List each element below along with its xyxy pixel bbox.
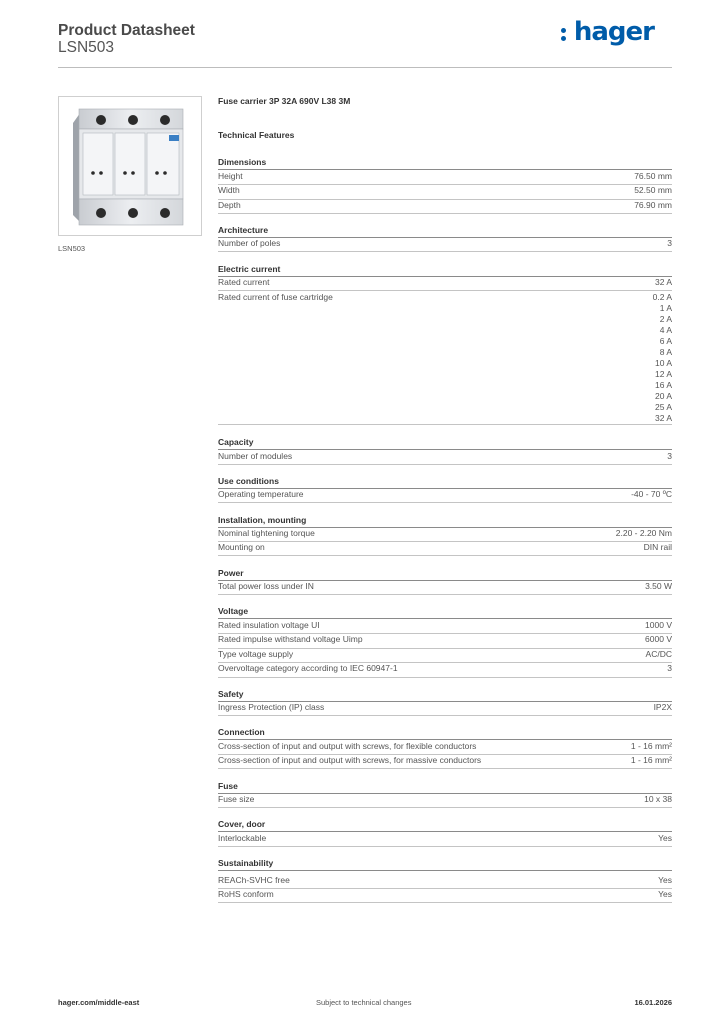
spec-label: Mounting on bbox=[218, 542, 265, 552]
spec-value: 3 bbox=[667, 238, 672, 248]
spec-value: 10 A bbox=[654, 358, 672, 368]
spec-value: 2.20 - 2.20 Nm bbox=[615, 528, 672, 538]
spec-value-list bbox=[653, 292, 672, 424]
product-code: LSN503 bbox=[58, 39, 115, 56]
section-cover-door: Cover, door bbox=[218, 818, 672, 832]
footer-date: 16.01.2026 bbox=[634, 998, 672, 1007]
logo-text: hager bbox=[573, 17, 654, 47]
spec-value: 1000 V bbox=[645, 620, 672, 630]
section-connection: Connection bbox=[218, 726, 672, 740]
spec-label: Overvoltage category according to IEC 60947-1 bbox=[218, 663, 398, 673]
spec-value: 1 - 16 mm² bbox=[630, 755, 672, 765]
spec-label: Height bbox=[218, 171, 243, 181]
logo-dots-icon bbox=[559, 18, 573, 46]
spec-label: Cross-section of input and output with screws, for massive conductors bbox=[218, 755, 482, 765]
spec-value: 1 - 16 mm² bbox=[630, 741, 672, 751]
spec-value: 76.90 mm bbox=[634, 200, 672, 210]
spec-label: REACh-SVHC free bbox=[218, 875, 290, 885]
spec-row bbox=[218, 620, 672, 634]
spec-row bbox=[218, 277, 672, 291]
spec-value: 3.50 W bbox=[645, 581, 672, 591]
spec-label: Interlockable bbox=[218, 833, 267, 843]
section-capacity: Capacity bbox=[218, 436, 672, 450]
page-title: Product Datasheet bbox=[58, 22, 195, 39]
spec-value: 6 A bbox=[659, 336, 672, 346]
section-architecture: Architecture bbox=[218, 224, 672, 238]
spec-row bbox=[218, 702, 672, 716]
spec-value: 6000 V bbox=[645, 634, 672, 644]
section-dimensions: Dimensions bbox=[218, 156, 672, 170]
features-heading: Technical Features bbox=[218, 130, 295, 140]
spec-row bbox=[218, 200, 672, 214]
section-electric-current: Electric current bbox=[218, 263, 672, 277]
spec-label: Operating temperature bbox=[218, 489, 304, 499]
spec-row bbox=[218, 185, 672, 200]
spec-value: DIN rail bbox=[643, 542, 672, 552]
section-voltage: Voltage bbox=[218, 605, 672, 619]
spec-label: Nominal tightening torque bbox=[218, 528, 315, 538]
spec-value: 3 bbox=[667, 663, 672, 673]
spec-label: Rated insulation voltage UI bbox=[218, 620, 320, 630]
product-image bbox=[58, 96, 202, 236]
section-safety: Safety bbox=[218, 688, 672, 702]
spec-label: Rated current of fuse cartridge bbox=[218, 292, 333, 302]
spec-row bbox=[218, 238, 672, 252]
hager-logo bbox=[559, 18, 654, 46]
spec-value: 25 A bbox=[654, 402, 672, 412]
spec-row bbox=[218, 581, 672, 595]
fuse-carrier-icon bbox=[69, 103, 187, 231]
spec-row bbox=[218, 794, 672, 808]
spec-row bbox=[218, 649, 672, 663]
spec-label: Depth bbox=[218, 200, 241, 210]
spec-label: Rated current bbox=[218, 277, 270, 287]
footer-website-link[interactable]: hager.com/middle-east bbox=[58, 998, 140, 1007]
spec-value: 8 A bbox=[659, 347, 672, 357]
spec-label: Cross-section of input and output with screws, for flexible conductors bbox=[218, 741, 477, 751]
spec-row bbox=[218, 171, 672, 185]
spec-value: 16 A bbox=[654, 380, 672, 390]
spec-label: RoHS conform bbox=[218, 889, 274, 899]
spec-row bbox=[218, 292, 672, 425]
spec-label: Number of modules bbox=[218, 451, 293, 461]
spec-row bbox=[218, 833, 672, 847]
spec-row bbox=[218, 451, 672, 465]
section-sustainability: Sustainability bbox=[218, 857, 672, 871]
spec-value: 32 A bbox=[654, 277, 672, 287]
spec-row bbox=[218, 634, 672, 649]
spec-row bbox=[218, 528, 672, 542]
spec-value: IP2X bbox=[653, 702, 672, 712]
spec-value: 32 A bbox=[654, 413, 672, 423]
spec-value: 1 A bbox=[659, 303, 672, 313]
spec-label: Total power loss under IN bbox=[218, 581, 314, 591]
spec-label: Number of poles bbox=[218, 238, 281, 248]
spec-row bbox=[218, 755, 672, 769]
spec-label: Type voltage supply bbox=[218, 649, 294, 659]
page-header bbox=[58, 17, 672, 68]
spec-label: Rated impulse withstand voltage Uimp bbox=[218, 634, 363, 644]
spec-label: Fuse size bbox=[218, 794, 255, 804]
spec-label: Ingress Protection (IP) class bbox=[218, 702, 325, 712]
spec-value: 2 A bbox=[659, 314, 672, 324]
spec-value: 20 A bbox=[654, 391, 672, 401]
section-fuse: Fuse bbox=[218, 780, 672, 794]
spec-value: AC/DC bbox=[645, 649, 672, 659]
image-caption: LSN503 bbox=[58, 244, 86, 253]
spec-value: Yes bbox=[658, 833, 672, 843]
spec-value: 0.2 A bbox=[652, 292, 672, 302]
section-installation-mounting: Installation, mounting bbox=[218, 514, 672, 528]
spec-value: Yes bbox=[658, 889, 672, 899]
section-power: Power bbox=[218, 567, 672, 581]
spec-row bbox=[218, 741, 672, 755]
spec-value: 3 bbox=[667, 451, 672, 461]
section-use-conditions: Use conditions bbox=[218, 475, 672, 489]
spec-row bbox=[218, 663, 672, 678]
spec-value: -40 - 70 ºC bbox=[631, 489, 672, 499]
spec-row bbox=[218, 542, 672, 556]
spec-value: 52.50 mm bbox=[634, 185, 672, 195]
spec-row bbox=[218, 875, 672, 889]
footer-notice: Subject to technical changes bbox=[316, 998, 412, 1007]
spec-value: Yes bbox=[658, 875, 672, 885]
spec-value: 4 A bbox=[659, 325, 672, 335]
spec-row bbox=[218, 889, 672, 903]
spec-label: Width bbox=[218, 185, 240, 195]
product-title: Fuse carrier 3P 32A 690V L38 3M bbox=[218, 96, 351, 106]
spec-value: 10 x 38 bbox=[644, 794, 672, 804]
spec-value: 12 A bbox=[654, 369, 672, 379]
spec-value: 76.50 mm bbox=[634, 171, 672, 181]
spec-row bbox=[218, 489, 672, 503]
